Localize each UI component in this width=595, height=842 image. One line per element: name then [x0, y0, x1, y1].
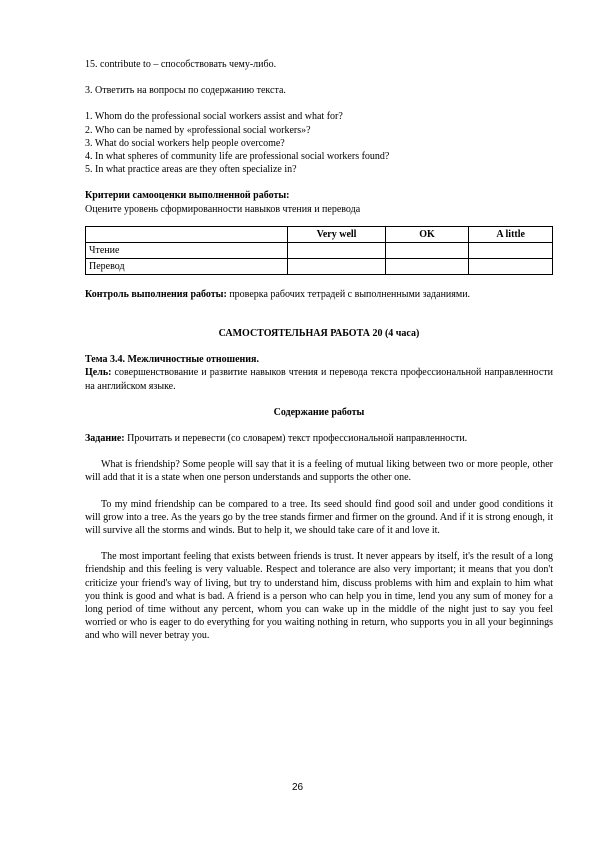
content-heading: Содержание работы [273, 406, 365, 418]
control-text: проверка рабочих тетрадей с выполненными заданиями. [226, 288, 471, 300]
page-number: 26 [291, 782, 304, 793]
table-row [86, 258, 553, 274]
criteria-instruction: Оцените уровень сформированности навыков чтения и перевода [85, 203, 361, 215]
page-content [85, 58, 553, 643]
control-line [85, 288, 553, 301]
goal-label: Цель: [85, 367, 112, 379]
table-header-row [86, 226, 553, 242]
criteria-heading: Критерии самооценки выполненной работы: [85, 190, 290, 202]
vocab-item-15: 15. contribute to – способствовать чему-либо. [85, 59, 277, 70]
assignment-line [85, 432, 553, 445]
question-item: 2. Who can be named by «professional social workers»? [85, 124, 311, 136]
table-cell[interactable] [288, 242, 385, 258]
table-cell: Чтение [86, 242, 288, 258]
goal-text: совершенствование и развитие навыков чтения и перевода текста профессиональной направленности на английском языке. [85, 367, 553, 392]
table-cell[interactable] [385, 242, 469, 258]
assignment-text: Прочитать и перевести (со словарем) текст профессиональной направленности. [124, 433, 468, 445]
table-cell[interactable] [469, 242, 553, 258]
question-item: 5. In what practice areas are they often specialize in? [85, 164, 297, 176]
table-header-cell: Very well [288, 226, 385, 242]
task3-title: 3. Ответить на вопросы по содержанию текста. [85, 85, 286, 97]
text-paragraph: To my mind friendship can be compared to a tree. Its seed should find good soil and under good conditions it will grow into a tree. As the years go by the tree stands firmer and firmer on the ground. And if it is strong enough, it will survive all the storms and winds. But to help it, we should take care of it and love it. [85, 498, 553, 537]
table-cell[interactable] [385, 258, 469, 274]
table-cell[interactable] [469, 258, 553, 274]
goal-line [85, 366, 553, 392]
table-header-cell: OK [385, 226, 469, 242]
control-label: Контроль выполнения работы: [85, 288, 227, 300]
section-title: САМОСТОЯТЕЛЬНАЯ РАБОТА 20 (4 часа) [218, 328, 420, 340]
question-item: 1. Whom do the professional social workers assist and what for? [85, 111, 343, 123]
table-cell[interactable] [288, 258, 385, 274]
assignment-label: Задание: [85, 433, 125, 445]
table-header-cell: A little [469, 226, 553, 242]
questions-list [85, 110, 553, 176]
question-item: 4. In what spheres of community life are professional social workers found? [85, 151, 390, 163]
text-paragraph: The most important feeling that exists between friends is trust. It never appears by itself, it's the result of a long friendship and this feeling is very valuable. Respect and tolerance are also very important; it means that you don't criticize your friend's way of living, but try to understand him, discuss problems with him and explain to him what you think is good and what is bad. A friend is a person who can help you in time, lend you any sum of money for a long period of time without any percent, whom you can wake up in the middle of the night just to say you feel worried or who is eager to do everything for you waiting nothing in return, who supports you in all your beginnings and who will never betray you. [85, 551, 553, 642]
table-row [86, 242, 553, 258]
table-header-cell [86, 226, 288, 242]
table-cell: Перевод [86, 258, 288, 274]
self-assessment-table [85, 226, 553, 275]
question-item: 3. What do social workers help people overcome? [85, 137, 285, 149]
text-paragraph: What is friendship? Some people will say that it is a feeling of mutual liking between two or more people, other will add that it is a state when one person understands and supports the other one. [85, 459, 553, 484]
topic-line: Тема 3.4. Межличностные отношения. [85, 354, 259, 366]
